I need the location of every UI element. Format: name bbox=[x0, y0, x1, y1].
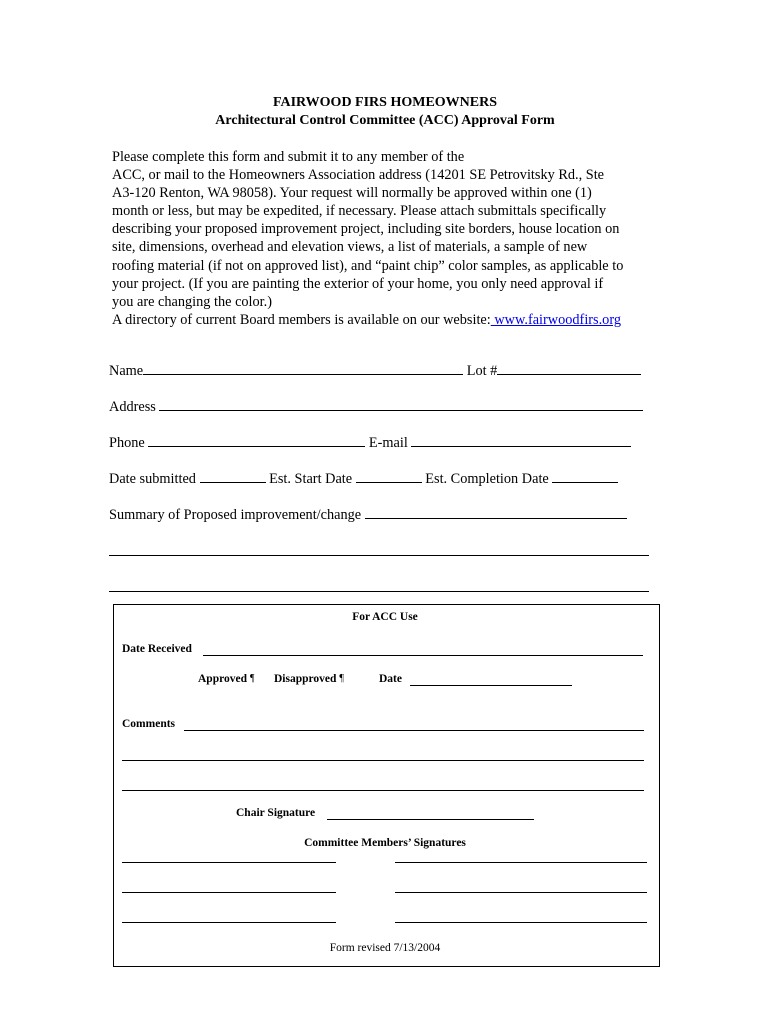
member-signature-line[interactable] bbox=[122, 922, 336, 923]
member-signature-line[interactable] bbox=[122, 892, 336, 893]
website-link[interactable]: www.fairwoodfirs.org bbox=[490, 311, 621, 328]
form-revised: Form revised 7/13/2004 bbox=[329, 942, 441, 954]
approved-option[interactable] bbox=[198, 673, 255, 685]
acc-use-box bbox=[113, 604, 660, 967]
chair-signature-field[interactable] bbox=[327, 819, 534, 820]
acc-date-label: Date bbox=[379, 673, 402, 685]
disapproved-label: Disapproved bbox=[274, 673, 337, 685]
summary-label: Summary of Proposed improvement/change bbox=[109, 507, 362, 523]
member-signature-line[interactable] bbox=[395, 922, 647, 923]
start-date-field[interactable] bbox=[356, 470, 422, 483]
date-received-field[interactable] bbox=[203, 655, 643, 656]
lot-label: Lot # bbox=[466, 363, 498, 379]
date-received-label: Date Received bbox=[122, 643, 192, 655]
intro-line: describing your proposed improvement project, including site borders, house location on bbox=[112, 221, 620, 238]
completion-date-label: Est. Completion Date bbox=[425, 471, 549, 487]
address-field[interactable] bbox=[159, 398, 643, 411]
comments-line-2[interactable] bbox=[122, 760, 644, 761]
name-label: Name bbox=[109, 363, 144, 379]
chair-signature-label: Chair Signature bbox=[236, 807, 316, 819]
disapproved-option[interactable] bbox=[274, 673, 344, 685]
address-label: Address bbox=[109, 399, 156, 415]
email-field[interactable] bbox=[411, 434, 631, 447]
intro-line: month or less, but may be expedited, if necessary. Please attach submittals specifically bbox=[112, 203, 607, 220]
intro-line: roofing material (if not on approved list), and “paint chip” color samples, as applicable to bbox=[112, 257, 624, 274]
member-signature-line[interactable] bbox=[395, 892, 647, 893]
intro-line: you are changing the color.) bbox=[112, 293, 272, 310]
form-title: Architectural Control Committee (ACC) Approval Form bbox=[215, 113, 555, 128]
phone-label: Phone bbox=[109, 435, 145, 451]
intro-line: site, dimensions, overhead and elevation views, a list of materials, a sample of new bbox=[112, 239, 588, 256]
intro-line: your project. (If you are painting the exterior of your home, you only need approval if bbox=[112, 275, 604, 292]
summary-line-3[interactable] bbox=[109, 591, 649, 592]
intro-line: ACC, or mail to the Homeowners Association address (14201 SE Petrovitsky Rd., Ste bbox=[112, 167, 605, 184]
members-signatures-label: Committee Members’ Signatures bbox=[304, 837, 466, 849]
disapproved-checkbox-icon[interactable]: ¶ bbox=[339, 673, 344, 684]
directory-text: A directory of current Board members is available on our website: bbox=[112, 311, 491, 328]
intro-paragraph bbox=[112, 148, 672, 329]
name-lot-row bbox=[109, 362, 641, 380]
date-submitted-label: Date submitted bbox=[109, 471, 196, 487]
summary-row bbox=[109, 506, 627, 524]
start-date-label: Est. Start Date bbox=[269, 471, 353, 487]
intro-line: A3-120 Renton, WA 98058). Your request will normally be approved within one (1) bbox=[112, 185, 592, 202]
date-submitted-field[interactable] bbox=[200, 470, 266, 483]
phone-field[interactable] bbox=[148, 434, 365, 447]
email-label: E-mail bbox=[368, 435, 408, 451]
comments-line-3[interactable] bbox=[122, 790, 644, 791]
dates-row bbox=[109, 470, 618, 488]
lot-field[interactable] bbox=[497, 362, 641, 375]
summary-line-2[interactable] bbox=[109, 555, 649, 556]
org-title: FAIRWOOD FIRS HOMEOWNERS bbox=[272, 95, 498, 110]
name-field[interactable] bbox=[143, 362, 463, 375]
member-signature-line[interactable] bbox=[122, 862, 336, 863]
member-signature-line[interactable] bbox=[395, 862, 647, 863]
directory-line bbox=[112, 311, 672, 329]
acc-date-field[interactable] bbox=[410, 685, 572, 686]
phone-email-row bbox=[109, 434, 631, 452]
approved-checkbox-icon[interactable]: ¶ bbox=[250, 673, 255, 684]
acc-heading: For ACC Use bbox=[352, 611, 418, 623]
comments-label: Comments bbox=[122, 718, 176, 730]
intro-line: Please complete this form and submit it to any member of the bbox=[112, 149, 465, 165]
approved-label: Approved bbox=[198, 673, 247, 685]
comments-line-1[interactable] bbox=[184, 730, 644, 731]
address-row bbox=[109, 398, 643, 416]
completion-date-field[interactable] bbox=[552, 470, 618, 483]
summary-field[interactable] bbox=[365, 506, 627, 519]
